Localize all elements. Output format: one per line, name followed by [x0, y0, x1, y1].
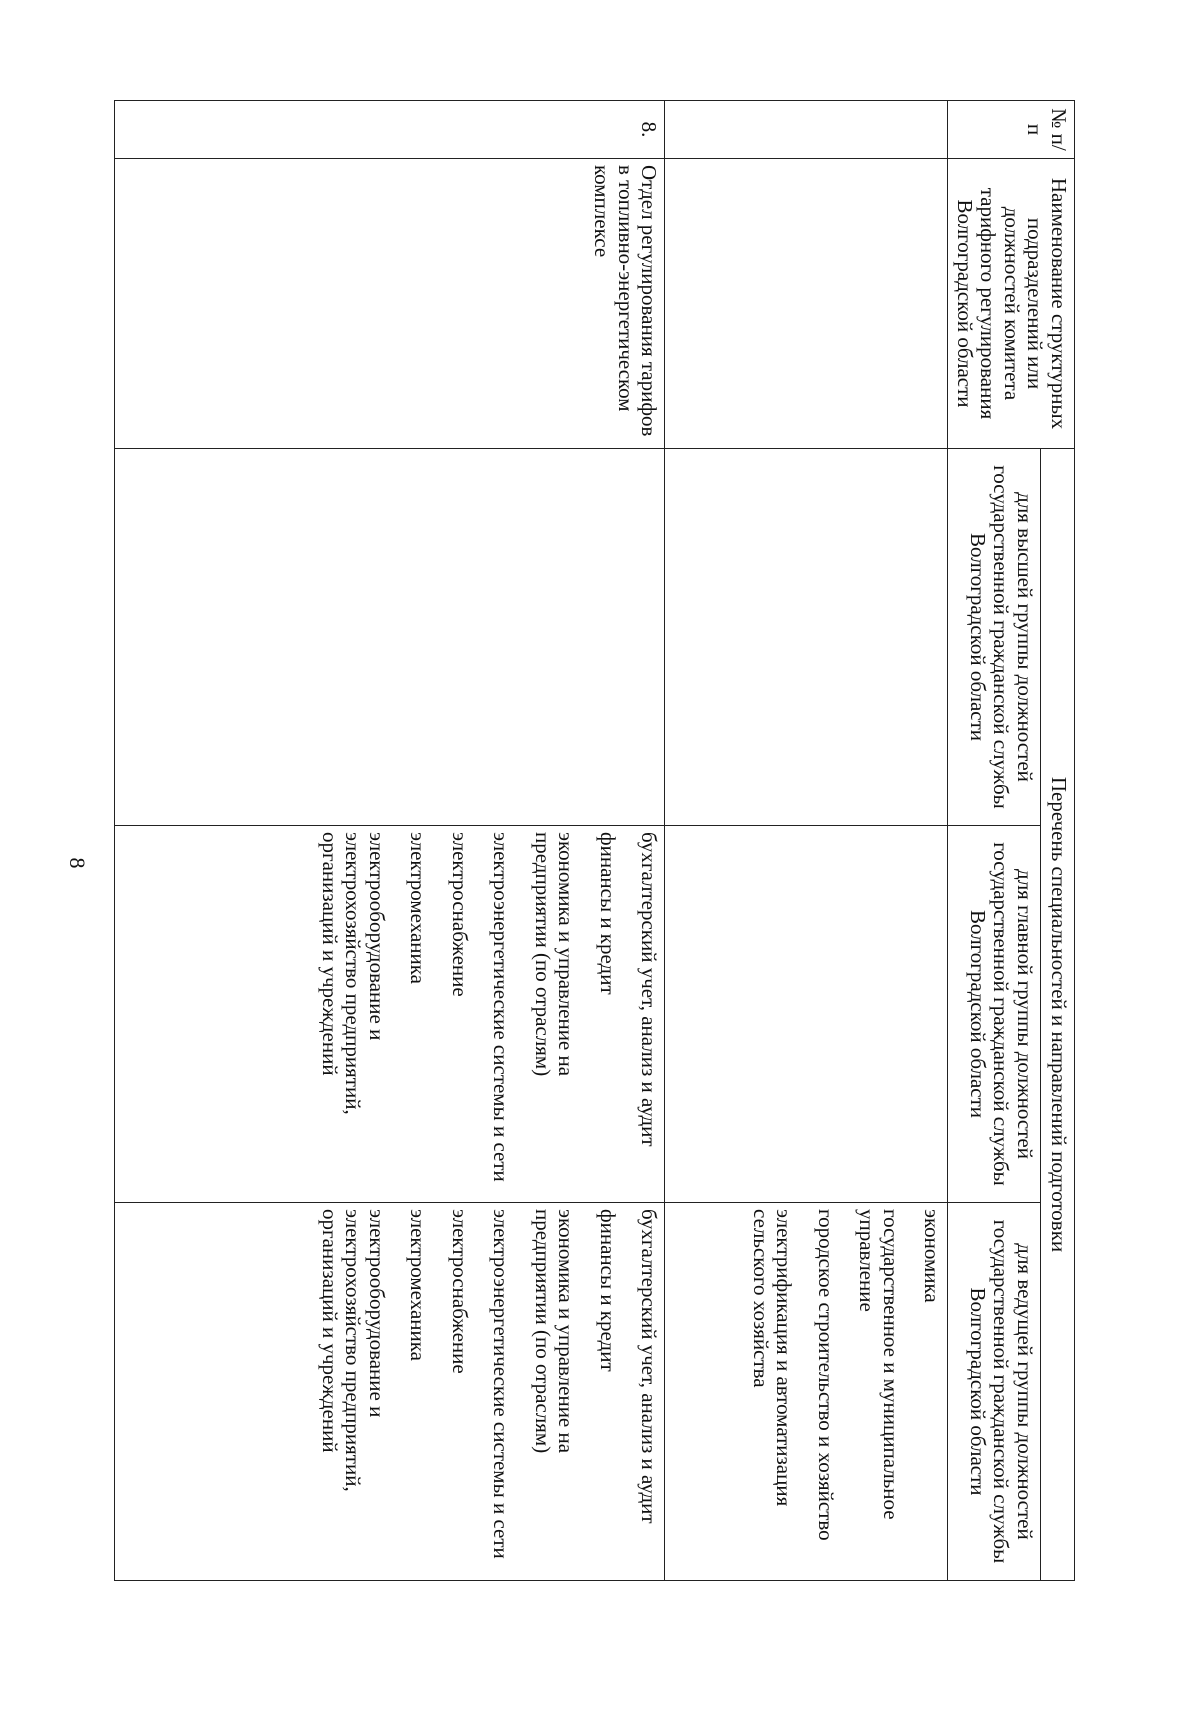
specialty-text: экономика и управление на предприятии (по отраслям): [530, 832, 579, 1077]
list-item: [317, 1209, 388, 1574]
specialty-text: электрооборудование и электрохозяйство предприятий, организаций и учреждений: [317, 1209, 389, 1492]
table-row: [114, 101, 664, 1581]
list-item: [637, 832, 661, 1196]
row-number-cell: [665, 101, 948, 159]
division-name-cell: Отдел регулирования тарифов в топливно-энергетическом комплексе: [114, 159, 664, 449]
list-item: [406, 1209, 430, 1574]
row-number-cell: 8.: [114, 101, 664, 159]
specialty-text: финансы и кредит: [595, 832, 620, 995]
list-item: [447, 832, 471, 1196]
specialty-text: городское строительство и хозяйство: [813, 1209, 838, 1541]
list-item: [813, 1209, 837, 1574]
header-specialties-group: Перечень специальностей и направлений подготовки: [1040, 449, 1074, 1581]
specialty-text: электроэнергетические системы и сети: [489, 832, 514, 1182]
specialty-text: экономика и управление на предприятии (по отраслям): [530, 1209, 579, 1454]
higher-group-cell: [665, 449, 948, 826]
list-item: [595, 832, 619, 1196]
list-item: [748, 1209, 795, 1574]
list-item: [595, 1209, 619, 1574]
list-item: [489, 832, 513, 1196]
rotated-sheet: [120, 100, 1075, 1580]
list-item: [489, 1209, 513, 1574]
header-higher-group: для высшей группы должностей государственной гражданской службы Волгоградской области: [948, 449, 1040, 826]
main-group-cell: [114, 826, 664, 1203]
page-number: 8: [65, 857, 90, 869]
division-name-cell: [665, 159, 948, 449]
list-item: [855, 1209, 902, 1574]
higher-group-cell: [114, 449, 664, 826]
header-division-name: Наименование структурных подразделений или должностей комитета тарифного регулирования Волгоградской области: [948, 159, 1075, 449]
table-row: [665, 101, 948, 1581]
list-item: [317, 832, 388, 1196]
specialty-text: электромеханика: [406, 1209, 431, 1361]
specialty-text: электрооборудование и электрохозяйство предприятий, организаций и учреждений: [317, 832, 389, 1115]
specialty-text: экономика: [920, 1209, 945, 1303]
leading-group-cell: [665, 1203, 948, 1581]
leading-group-cell: [114, 1203, 664, 1581]
header-leading-group: для ведущей группы должностей государственной гражданской службы Волгоградской области: [948, 1203, 1040, 1581]
specialty-text: электроэнергетические системы и сети: [489, 1209, 514, 1559]
list-item: [530, 1209, 577, 1574]
list-item: [447, 1209, 471, 1574]
specialty-text: электроснабжение: [447, 1209, 472, 1374]
list-item: [920, 1209, 944, 1574]
main-group-cell: [665, 826, 948, 1203]
list-item: [637, 1209, 661, 1574]
list-item: [530, 832, 577, 1196]
specialty-text: электрификация и автоматизация сельского хозяйства: [748, 1209, 797, 1507]
header-main-group: для главной группы должностей государственной гражданской службы Волгоградской области: [948, 826, 1040, 1203]
specialty-text: электромеханика: [406, 832, 431, 984]
specialty-text: бухгалтерский учет, анализ и аудит: [637, 1209, 662, 1524]
list-item: [406, 832, 430, 1196]
specialty-text: финансы и кредит: [595, 1209, 620, 1372]
specialty-text: электроснабжение: [447, 832, 472, 997]
specialties-table: [114, 100, 1075, 1581]
specialty-text: бухгалтерский учет, анализ и аудит: [637, 832, 662, 1147]
header-number: № п/п: [948, 101, 1075, 159]
specialty-text: государственное и муниципальное управление: [855, 1209, 903, 1520]
